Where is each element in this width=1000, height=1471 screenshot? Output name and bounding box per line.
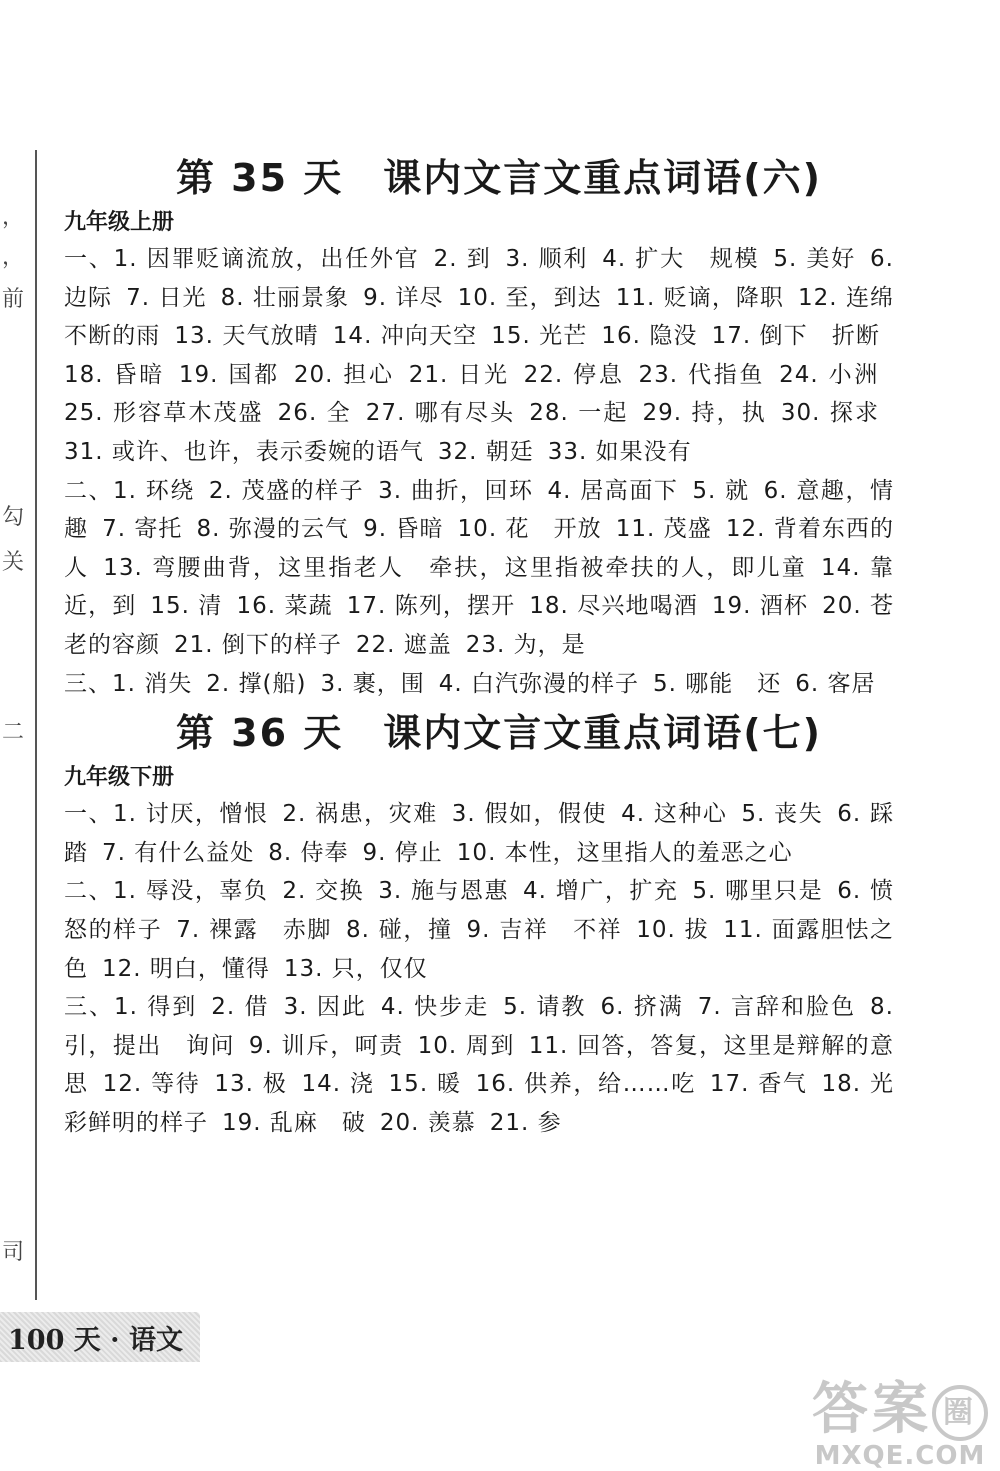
answer-item: 3. 施与恩惠	[378, 878, 510, 905]
answer-item: 4. 白汽弥漫的样子	[438, 670, 639, 697]
margin-mark: 二	[2, 720, 25, 745]
watermark-seal-icon: 圈	[932, 1385, 988, 1441]
answer-item: 6. 挤满	[600, 994, 684, 1021]
section-36-part-2	[64, 872, 894, 988]
section-36-part-1	[64, 795, 894, 872]
answer-item: 8. 弥漫的云气	[196, 516, 350, 543]
answer-item: 11. 贬谪，降职	[615, 284, 784, 311]
margin-mark: ，	[2, 205, 25, 230]
answer-item: 12. 背着东西的人	[64, 516, 894, 581]
answer-item: 15. 清	[150, 593, 223, 620]
title-day: 第 35 天	[175, 156, 344, 200]
answer-item: 33. 如果没有	[547, 438, 692, 465]
answer-item: 6. 意趣，情趣	[64, 477, 894, 543]
left-margin-rule	[35, 150, 37, 1300]
answer-item: 3. 裹，围	[320, 670, 425, 697]
answer-item: 25. 形容草木茂盛	[64, 400, 264, 427]
answer-item: 17. 香气	[709, 1071, 808, 1098]
answer-item: 3. 曲折，回环	[378, 477, 534, 504]
answer-item: 一、1. 因罪贬谪流放，出任外官	[64, 246, 420, 272]
section-35-title	[64, 150, 894, 206]
answer-item: 9. 详尽	[363, 284, 444, 311]
answer-item: 7. 裸露 赤脚	[176, 916, 332, 943]
answer-item: 10. 拔	[636, 916, 710, 943]
answer-item: 14. 冲向天空	[332, 323, 478, 350]
answer-item: 15. 暖	[388, 1071, 462, 1098]
answer-item: 6. 客居	[795, 670, 876, 697]
watermark	[812, 1377, 988, 1471]
answer-item: 21. 参	[489, 1109, 562, 1136]
answer-item: 一、1. 讨厌，憎恨	[64, 801, 269, 828]
answer-item: 2. 祸患，灾难	[282, 801, 438, 828]
margin-mark: 勾	[2, 505, 25, 530]
answer-item: 4. 这种心	[621, 801, 728, 828]
answer-item: 2. 借	[211, 994, 270, 1021]
answer-item: 11. 面露胆怯之色	[64, 916, 894, 982]
answer-item: 12. 等待	[102, 1071, 201, 1098]
section-35-part-3	[64, 665, 894, 704]
answer-item: 4. 扩大 规模	[602, 246, 760, 272]
section-35-part-1	[64, 240, 894, 472]
answer-item: 13. 只，仅仅	[283, 955, 428, 982]
answer-item: 26. 全	[277, 400, 352, 427]
answer-item: 21. 日光	[408, 361, 510, 388]
footer-label: 100 天 · 语文	[8, 1325, 183, 1356]
answer-item: 8. 壮丽景象	[220, 284, 350, 311]
answer-item: 14. 浇	[301, 1071, 375, 1098]
answer-item: 5. 请教	[503, 994, 587, 1021]
answer-item: 5. 哪能 还	[653, 670, 782, 697]
section-36-title	[64, 705, 894, 761]
answer-item: 22. 遮盖	[355, 631, 452, 658]
answer-item: 11. 回答，答复，这里是辩解的意思	[64, 1032, 895, 1098]
answer-item: 9. 昏暗	[363, 516, 444, 543]
answer-item: 9. 训斥，呵责	[248, 1032, 404, 1059]
answer-item: 24. 小洲	[779, 361, 881, 388]
margin-mark: ，	[2, 245, 25, 270]
answer-item: 17. 陈列，摆开	[346, 593, 516, 620]
answer-item: 12. 明白，懂得	[102, 955, 270, 982]
answer-item: 32. 朝廷	[437, 438, 534, 465]
answer-item: 3. 假如，假使	[451, 801, 608, 828]
answer-item: 7. 寄托	[102, 516, 183, 543]
answer-item: 13. 极	[214, 1071, 288, 1098]
answer-item: 20. 羡慕	[379, 1109, 476, 1136]
answer-item: 8. 侍奉	[268, 839, 349, 866]
answer-item: 10. 周到	[417, 1032, 515, 1059]
answer-item: 7. 有什么益处	[102, 839, 255, 866]
answer-item: 20. 担心	[293, 361, 395, 388]
answer-item: 17. 倒下 折断	[711, 323, 881, 350]
answer-item: 5. 丧失	[741, 801, 824, 828]
answer-item: 19. 乱麻 破	[222, 1109, 366, 1136]
answer-item: 2. 交换	[282, 878, 365, 905]
answer-item: 31. 或许、也许，表示委婉的语气	[64, 438, 424, 465]
answer-item: 23. 代指鱼	[638, 361, 766, 388]
answer-item: 5. 就	[692, 477, 750, 504]
answer-item: 2. 茂盛的样子	[208, 477, 365, 504]
section-36-grade: 九年级下册	[64, 765, 175, 791]
answer-item: 30. 探求	[780, 400, 881, 427]
answer-item: 19. 酒杯	[711, 593, 809, 620]
section-35-grade: 九年级上册	[64, 210, 175, 235]
answer-item: 8. 碰，撞	[345, 916, 453, 943]
answer-item: 18. 尽兴地喝酒	[529, 593, 698, 620]
answer-item: 6. 边际	[64, 246, 894, 311]
answer-item: 5. 哪里只是	[692, 878, 824, 905]
watermark-logo: 答案 圈	[812, 1380, 988, 1441]
answer-item: 9. 停止	[362, 839, 443, 866]
answer-item: 10. 花 开放	[457, 516, 602, 543]
answer-item: 14. 靠近，到	[64, 554, 895, 620]
answer-item: 2. 撑(船)	[206, 670, 307, 697]
title-topic: 课内文言文重点词语(七)	[383, 711, 823, 756]
answer-item: 9. 吉祥 不祥	[466, 916, 623, 943]
answer-item: 15. 光芒	[491, 323, 588, 350]
answer-item: 12. 连绵不断的雨	[64, 284, 895, 350]
watermark-url: MXQE.COM	[814, 1440, 986, 1471]
answer-item: 三、1. 得到	[64, 994, 198, 1021]
answer-item: 3. 顺利	[505, 246, 589, 272]
answer-item: 13. 天气放晴	[174, 323, 319, 350]
answer-item: 23. 为，是	[465, 631, 586, 658]
margin-mark: 前	[2, 287, 25, 312]
answer-item: 3. 因此	[283, 994, 367, 1021]
answer-item: 4. 增广，扩充	[523, 878, 679, 905]
answer-item: 20. 苍老的容颜	[64, 593, 895, 658]
answer-item: 6. 踩踏	[64, 801, 894, 866]
answer-item: 28. 一起	[529, 400, 629, 427]
answer-item: 二、1. 环绕	[64, 477, 195, 504]
answer-item: 18. 昏暗	[64, 361, 165, 388]
answer-item: 13. 弯腰曲背，这里指老人 牵扶，这里指被牵扶的人，即儿童	[103, 554, 807, 581]
answer-item: 10. 至，到达	[457, 284, 602, 311]
answer-item: 16. 隐没	[601, 323, 698, 350]
answer-item: 7. 言辞和脸色	[697, 994, 857, 1021]
answer-item: 7. 日光	[126, 284, 207, 311]
answer-item: 27. 哪有尽头	[365, 400, 516, 427]
title-day: 第 36 天	[175, 711, 344, 756]
answer-item: 8. 引，提出 询问	[64, 994, 894, 1059]
answer-item: 11. 茂盛	[615, 516, 712, 543]
answer-item: 18. 光彩鲜明的样子	[64, 1071, 895, 1136]
answer-item: 16. 供养，给……吃	[475, 1071, 696, 1098]
section-35-part-2	[64, 472, 894, 665]
answer-item: 2. 到	[433, 246, 492, 272]
answer-content	[64, 150, 894, 1142]
section-36-part-3	[64, 988, 894, 1142]
answer-item: 三、1. 消失	[64, 670, 193, 697]
answer-item: 19. 国都	[178, 361, 280, 388]
margin-mark: 关	[2, 550, 25, 575]
answer-item: 21. 倒下的样子	[174, 631, 342, 658]
left-margin-fragments	[0, 0, 30, 1300]
answer-item: 16. 菜蔬	[236, 593, 333, 620]
answer-item: 29. 持，执	[642, 400, 767, 427]
answer-item: 5. 美好	[773, 246, 857, 272]
answer-item: 22. 停息	[523, 361, 625, 388]
answer-item: 4. 快步走	[380, 994, 490, 1021]
answer-item: 二、1. 辱没，辜负	[64, 878, 269, 905]
answer-item: 10. 本性，这里指人的羞恶之心	[456, 839, 793, 866]
answer-item: 6. 愤怒的样子	[64, 878, 894, 943]
title-topic: 课内文言文重点词语(六)	[383, 156, 823, 200]
answer-item: 4. 居高面下	[547, 477, 679, 504]
margin-mark: 司	[2, 1240, 25, 1265]
